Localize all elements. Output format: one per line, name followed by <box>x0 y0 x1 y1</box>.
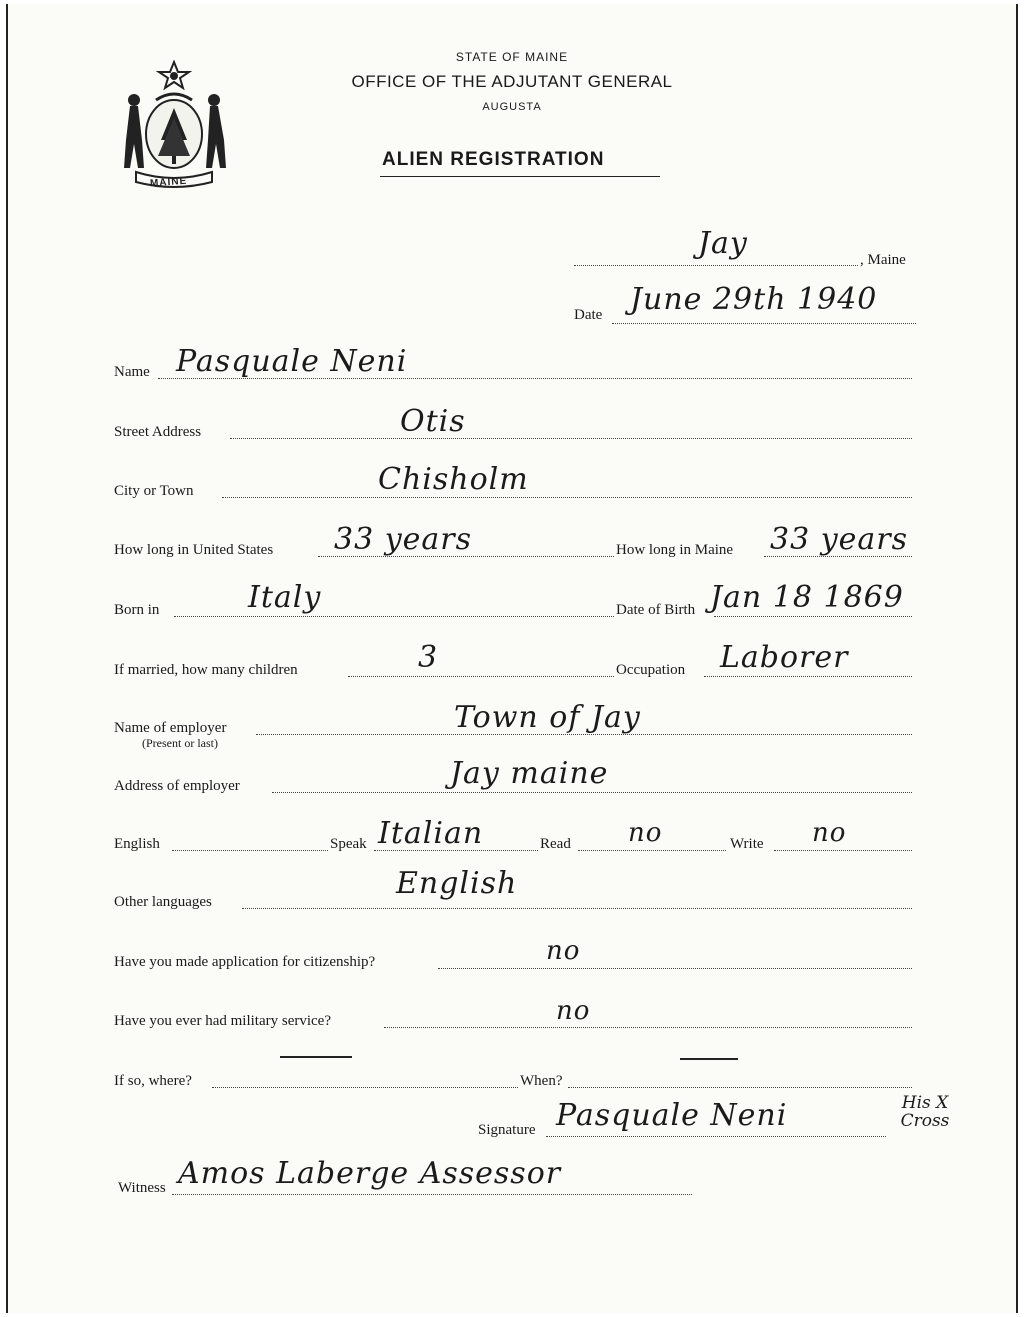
maine-duration-value: 33 years <box>770 522 909 557</box>
witness-line <box>172 1194 692 1195</box>
write-label: Write <box>730 836 764 852</box>
street-line <box>230 438 912 439</box>
registration-form <box>6 4 1018 1313</box>
office-heading: OFFICE OF THE ADJUTANT GENERAL <box>351 72 673 91</box>
languages-line <box>242 908 912 909</box>
employer-address-label: Address of employer <box>114 778 240 794</box>
name-label: Name <box>114 364 150 380</box>
read-value: no <box>628 818 663 848</box>
military-line <box>384 1027 912 1028</box>
us-duration-value: 33 years <box>334 522 473 557</box>
languages-label: Other languages <box>114 894 212 910</box>
speak-label: Speak <box>330 836 367 852</box>
children-value: 3 <box>418 640 439 675</box>
birthplace-label: Born in <box>114 602 160 618</box>
citizenship-label: Have you made application for citizenship? <box>114 954 376 970</box>
town-value: Jay <box>698 226 748 261</box>
military-value: no <box>556 996 591 1026</box>
date-line <box>612 323 916 324</box>
where-dash <box>280 1056 352 1058</box>
page-title: ALIEN REGISTRATION <box>382 149 605 170</box>
seal-motto: MAINE <box>149 175 188 190</box>
birthdate-value: Jan 18 1869 <box>710 580 904 615</box>
children-line <box>348 676 614 677</box>
where-line <box>212 1087 518 1088</box>
city-label: City or Town <box>114 483 194 499</box>
date-value: June 29th 1940 <box>630 282 878 317</box>
employer-label: Name of employer <box>114 720 227 736</box>
english-label: English <box>114 836 160 852</box>
when-dash <box>680 1058 738 1060</box>
birthdate-line <box>714 616 912 617</box>
us-duration-label: How long in United States <box>114 542 274 558</box>
languages-value: English <box>396 866 518 901</box>
employer-value: Town of Jay <box>454 700 641 735</box>
speak-value: Italian <box>378 816 484 851</box>
read-label: Read <box>540 836 571 852</box>
street-label: Street Address <box>114 424 202 440</box>
write-value: no <box>812 818 847 848</box>
write-line <box>774 850 912 851</box>
employer-address-value: Jay maine <box>450 756 609 791</box>
occupation-value: Laborer <box>720 640 849 675</box>
city-line <box>222 497 912 498</box>
employer-address-line <box>272 792 912 793</box>
english-line <box>172 850 328 851</box>
name-value: Pasquale Neni <box>176 344 408 379</box>
birthdate-label: Date of Birth <box>616 602 696 618</box>
town-suffix-label: , Maine <box>860 252 906 268</box>
witness-label: Witness <box>118 1180 166 1196</box>
signature-mark-note: His X Cross <box>900 1093 950 1131</box>
signature-label: Signature <box>478 1122 536 1138</box>
employer-sublabel: (Present or last) <box>142 736 218 750</box>
citizenship-line <box>438 968 912 969</box>
citizenship-value: no <box>546 936 581 966</box>
city-value: Chisholm <box>378 462 529 497</box>
state-heading: STATE OF MAINE <box>455 50 569 64</box>
town-line <box>574 265 858 266</box>
city-heading: AUGUSTA <box>482 101 542 113</box>
occupation-label: Occupation <box>616 662 686 678</box>
when-line <box>568 1087 912 1088</box>
military-label: Have you ever had military service? <box>114 1013 331 1029</box>
children-label: If married, how many children <box>114 662 298 678</box>
signature-line <box>546 1136 886 1137</box>
where-label: If so, where? <box>114 1073 192 1089</box>
maine-duration-label: How long in Maine <box>616 542 734 558</box>
read-line <box>578 850 726 851</box>
birthplace-line <box>174 616 614 617</box>
witness-value: Amos Laberge Assessor <box>178 1156 562 1191</box>
street-value: Otis <box>400 404 466 439</box>
date-label: Date <box>574 307 603 323</box>
birthplace-value: Italy <box>248 580 322 615</box>
occupation-line <box>704 676 912 677</box>
signature-value: Pasquale Neni <box>556 1098 788 1133</box>
when-label: When? <box>520 1073 563 1089</box>
title-underline <box>380 176 660 177</box>
